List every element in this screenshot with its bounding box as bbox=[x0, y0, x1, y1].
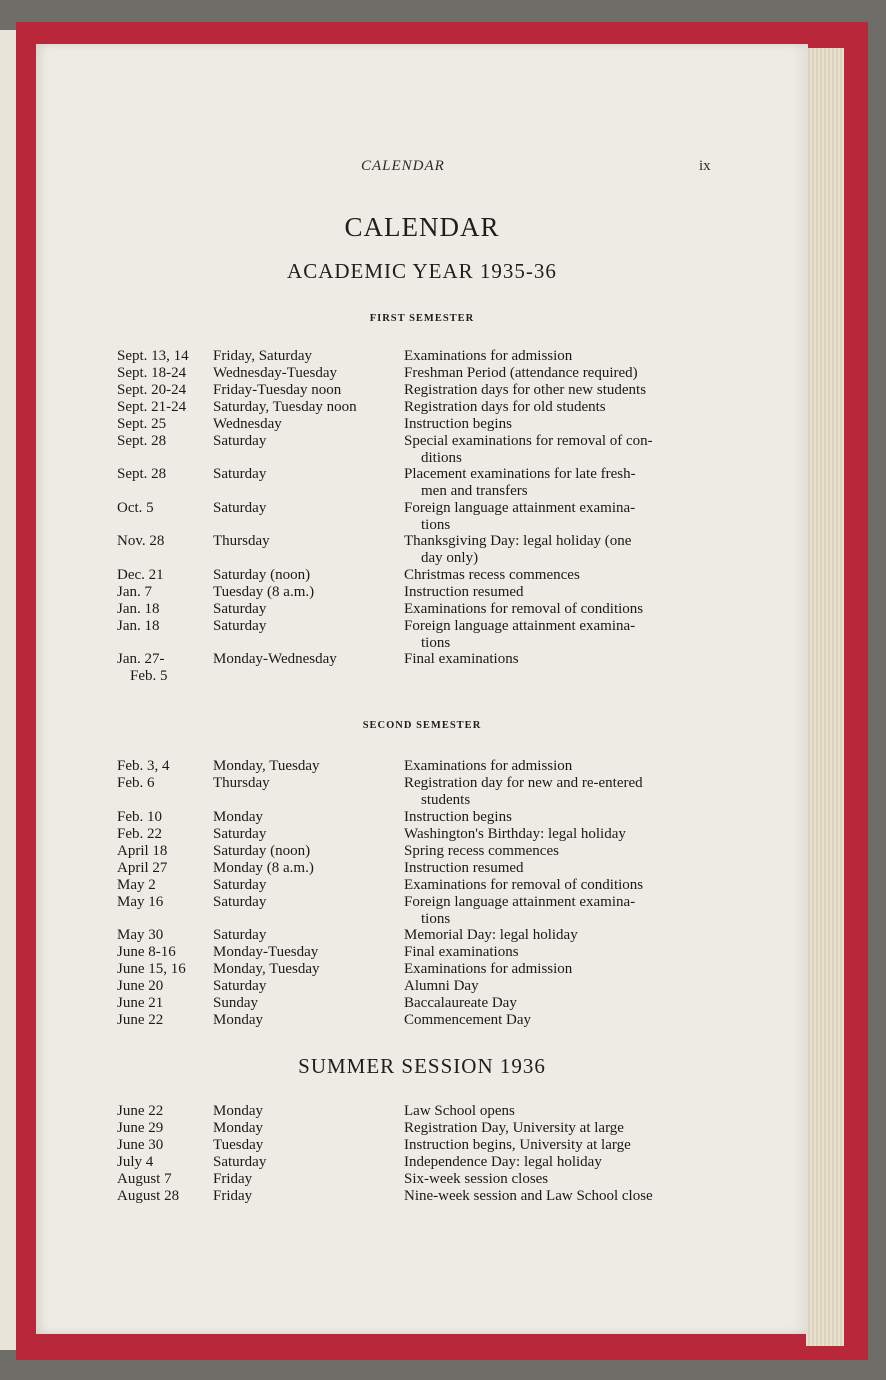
date-text: Jan. 18 bbox=[117, 618, 160, 634]
calendar-row bbox=[36, 500, 808, 533]
calendar-row bbox=[36, 651, 808, 685]
book-page bbox=[36, 44, 808, 1334]
event-cell bbox=[404, 433, 714, 466]
date-cell bbox=[117, 1103, 209, 1120]
date-cell bbox=[117, 978, 209, 995]
calendar-row bbox=[36, 877, 808, 894]
event-cell bbox=[404, 877, 714, 894]
date-text: Jan. 7 bbox=[117, 584, 152, 600]
event-text: Final examinations bbox=[404, 651, 519, 667]
date-text: Oct. 5 bbox=[117, 500, 154, 516]
date-cell bbox=[117, 927, 209, 944]
date-text: June 29 bbox=[117, 1120, 164, 1136]
date-text: June 8-16 bbox=[117, 944, 176, 960]
event-cell bbox=[404, 348, 714, 365]
event-text: Independence Day: legal holiday bbox=[404, 1154, 602, 1170]
date-cell bbox=[117, 365, 209, 382]
calendar-row bbox=[36, 758, 808, 775]
event-cell bbox=[404, 1120, 714, 1137]
date-cell bbox=[117, 466, 209, 483]
day-cell: Saturday bbox=[213, 894, 267, 910]
day-cell: Wednesday bbox=[213, 416, 282, 432]
calendar-row bbox=[36, 365, 808, 382]
day-cell: Saturday bbox=[213, 433, 267, 449]
second-semester-table bbox=[36, 758, 808, 1029]
event-cell bbox=[404, 1171, 714, 1188]
event-cell bbox=[404, 618, 714, 651]
summer-session-heading: SUMMER SESSION 1936 bbox=[298, 1054, 546, 1078]
date-text: June 15, 16 bbox=[117, 961, 186, 977]
event-continuation: tions bbox=[421, 634, 451, 651]
date-text: May 16 bbox=[117, 894, 164, 910]
calendar-row bbox=[36, 961, 808, 978]
date-cell bbox=[117, 809, 209, 826]
date-text: April 27 bbox=[117, 860, 168, 876]
event-cell bbox=[404, 927, 714, 944]
event-cell bbox=[404, 843, 714, 860]
event-continuation: men and transfers bbox=[421, 482, 528, 499]
date-cell bbox=[117, 758, 209, 775]
date-text: June 22 bbox=[117, 1103, 164, 1119]
date-cell bbox=[117, 961, 209, 978]
event-cell bbox=[404, 826, 714, 843]
event-text: Alumni Day bbox=[404, 978, 479, 994]
date-cell bbox=[117, 567, 209, 584]
date-cell bbox=[117, 894, 209, 911]
date-cell bbox=[117, 500, 209, 517]
calendar-row bbox=[36, 944, 808, 961]
event-cell bbox=[404, 601, 714, 618]
page-number: ix bbox=[699, 158, 711, 174]
calendar-row bbox=[36, 1137, 808, 1154]
day-cell: Monday, Tuesday bbox=[213, 961, 320, 977]
event-cell bbox=[404, 466, 714, 499]
event-text: Placement examinations for late fresh- bbox=[404, 466, 636, 482]
event-text: Examinations for admission bbox=[404, 758, 573, 774]
event-text: Examinations for admission bbox=[404, 961, 573, 977]
event-text: Examinations for removal of conditions bbox=[404, 601, 644, 617]
calendar-row bbox=[36, 843, 808, 860]
event-cell bbox=[404, 1154, 714, 1171]
calendar-row bbox=[36, 601, 808, 618]
date-text: April 18 bbox=[117, 843, 168, 859]
calendar-row bbox=[36, 567, 808, 584]
event-text: Special examinations for removal of con- bbox=[404, 433, 653, 449]
event-text: Instruction begins bbox=[404, 809, 512, 825]
calendar-row bbox=[36, 416, 808, 433]
date-text: Sept. 13, 14 bbox=[117, 348, 189, 364]
calendar-row bbox=[36, 1120, 808, 1137]
event-text: Foreign language attainment examina- bbox=[404, 618, 636, 634]
date-text: August 28 bbox=[117, 1188, 180, 1204]
event-text: Instruction resumed bbox=[404, 860, 524, 876]
date-cell bbox=[117, 584, 209, 601]
event-cell bbox=[404, 1137, 714, 1154]
date-cell bbox=[117, 843, 209, 860]
event-text: Washington's Birthday: legal holiday bbox=[404, 826, 626, 842]
calendar-row bbox=[36, 382, 808, 399]
date-cell bbox=[117, 1137, 209, 1154]
day-cell: Friday bbox=[213, 1171, 253, 1187]
calendar-row bbox=[36, 433, 808, 466]
event-cell bbox=[404, 809, 714, 826]
date-text: July 4 bbox=[117, 1154, 154, 1170]
date-cell bbox=[117, 1171, 209, 1188]
day-cell: Saturday bbox=[213, 1154, 267, 1170]
day-cell: Tuesday bbox=[213, 1137, 264, 1153]
day-cell: Saturday bbox=[213, 978, 267, 994]
date-text: Feb. 6 bbox=[117, 775, 155, 791]
event-text: Registration day for new and re-entered bbox=[404, 775, 643, 791]
event-text: Instruction begins, University at large bbox=[404, 1137, 631, 1153]
date-text: Nov. 28 bbox=[117, 533, 165, 549]
event-cell bbox=[404, 961, 714, 978]
event-cell bbox=[404, 775, 714, 808]
calendar-row bbox=[36, 860, 808, 877]
event-text: Commencement Day bbox=[404, 1012, 532, 1028]
event-text: Instruction resumed bbox=[404, 584, 524, 600]
day-cell: Saturday bbox=[213, 826, 267, 842]
date-text: Sept. 20-24 bbox=[117, 382, 187, 398]
summer-session-table bbox=[36, 1103, 808, 1205]
first-semester-table bbox=[36, 348, 808, 685]
date-text: Feb. 3, 4 bbox=[117, 758, 170, 774]
date-cell bbox=[117, 944, 209, 961]
calendar-row bbox=[36, 978, 808, 995]
date-cell bbox=[117, 1012, 209, 1029]
calendar-row bbox=[36, 1154, 808, 1171]
date-cell bbox=[117, 651, 209, 684]
event-continuation: students bbox=[421, 791, 471, 808]
day-cell: Saturday bbox=[213, 877, 267, 893]
event-cell bbox=[404, 584, 714, 601]
page-stack-edge bbox=[806, 48, 844, 1346]
date-cell bbox=[117, 877, 209, 894]
academic-year-heading: ACADEMIC YEAR 1935-36 bbox=[287, 259, 557, 283]
day-cell: Monday (8 a.m.) bbox=[213, 860, 314, 876]
event-text: Baccalaureate Day bbox=[404, 995, 517, 1011]
date-cell bbox=[117, 533, 209, 550]
event-text: Examinations for admission bbox=[404, 348, 573, 364]
event-text: Law School opens bbox=[404, 1103, 515, 1119]
day-cell: Thursday bbox=[213, 533, 270, 549]
day-cell: Saturday bbox=[213, 601, 267, 617]
date-text: Jan. 18 bbox=[117, 601, 160, 617]
calendar-row bbox=[36, 348, 808, 365]
date-cell bbox=[117, 1154, 209, 1171]
day-cell: Saturday bbox=[213, 466, 267, 482]
date-text: Sept. 28 bbox=[117, 466, 167, 482]
date-cell bbox=[117, 416, 209, 433]
day-cell: Friday, Saturday bbox=[213, 348, 313, 364]
date-text: Sept. 18-24 bbox=[117, 365, 187, 381]
day-cell: Wednesday-Tuesday bbox=[213, 365, 338, 381]
date-cell bbox=[117, 399, 209, 416]
event-text: Examinations for removal of conditions bbox=[404, 877, 644, 893]
calendar-row bbox=[36, 826, 808, 843]
day-cell: Thursday bbox=[213, 775, 270, 791]
date-text: Feb. 22 bbox=[117, 826, 162, 842]
event-cell bbox=[404, 978, 714, 995]
date-text: Sept. 28 bbox=[117, 433, 167, 449]
event-continuation: ditions bbox=[421, 449, 462, 466]
event-text: Foreign language attainment examina- bbox=[404, 894, 636, 910]
day-cell: Monday-Tuesday bbox=[213, 944, 319, 960]
day-cell: Saturday (noon) bbox=[213, 567, 311, 583]
calendar-row bbox=[36, 927, 808, 944]
event-cell bbox=[404, 1103, 714, 1120]
event-cell bbox=[404, 1012, 714, 1029]
day-cell: Monday bbox=[213, 1103, 263, 1119]
event-cell bbox=[404, 382, 714, 399]
date-text: Dec. 21 bbox=[117, 567, 164, 583]
event-cell bbox=[404, 944, 714, 961]
calendar-row bbox=[36, 533, 808, 567]
date-cell bbox=[117, 601, 209, 618]
day-cell: Monday bbox=[213, 1012, 263, 1028]
day-cell: Saturday (noon) bbox=[213, 843, 311, 859]
calendar-row bbox=[36, 1103, 808, 1120]
date-text: June 21 bbox=[117, 995, 164, 1011]
calendar-row bbox=[36, 1188, 808, 1205]
calendar-row bbox=[36, 809, 808, 826]
date-text: August 7 bbox=[117, 1171, 172, 1187]
date-text: Jan. 27- bbox=[117, 651, 165, 667]
calendar-row bbox=[36, 1012, 808, 1029]
day-cell: Saturday bbox=[213, 618, 267, 634]
calendar-row bbox=[36, 466, 808, 500]
date-cell bbox=[117, 1188, 209, 1205]
calendar-row bbox=[36, 618, 808, 651]
event-text: Instruction begins bbox=[404, 416, 512, 432]
event-cell bbox=[404, 651, 714, 668]
event-cell bbox=[404, 995, 714, 1012]
event-cell bbox=[404, 860, 714, 877]
event-text: Spring recess commences bbox=[404, 843, 559, 859]
event-cell bbox=[404, 533, 714, 566]
day-cell: Friday-Tuesday noon bbox=[213, 382, 342, 398]
day-cell: Monday bbox=[213, 809, 263, 825]
day-cell: Monday bbox=[213, 1120, 263, 1136]
date-cell bbox=[117, 995, 209, 1012]
running-title: CALENDAR bbox=[361, 158, 445, 174]
event-text: Registration days for other new students bbox=[404, 382, 647, 398]
date-cell bbox=[117, 433, 209, 450]
event-text: Foreign language attainment examina- bbox=[404, 500, 636, 516]
day-cell: Tuesday (8 a.m.) bbox=[213, 584, 315, 600]
event-text: Christmas recess commences bbox=[404, 567, 580, 583]
event-cell bbox=[404, 567, 714, 584]
date-cell bbox=[117, 618, 209, 635]
date-text: Sept. 21-24 bbox=[117, 399, 187, 415]
day-cell: Saturday bbox=[213, 500, 267, 516]
running-header bbox=[36, 158, 808, 180]
date-cell bbox=[117, 382, 209, 399]
page-title: CALENDAR bbox=[344, 212, 500, 242]
date-cell bbox=[117, 348, 209, 365]
event-cell bbox=[404, 365, 714, 382]
event-cell bbox=[404, 894, 714, 927]
event-continuation: day only) bbox=[421, 549, 479, 566]
date-continuation: Feb. 5 bbox=[130, 667, 168, 684]
date-cell bbox=[117, 826, 209, 843]
event-text: Registration days for old students bbox=[404, 399, 606, 415]
event-text: Registration Day, University at large bbox=[404, 1120, 624, 1136]
date-text: May 2 bbox=[117, 877, 156, 893]
second-semester-heading: SECOND SEMESTER bbox=[362, 720, 482, 731]
calendar-row bbox=[36, 1171, 808, 1188]
date-cell bbox=[117, 775, 209, 792]
day-cell: Saturday, Tuesday noon bbox=[213, 399, 357, 415]
date-text: Sept. 25 bbox=[117, 416, 167, 432]
day-cell: Saturday bbox=[213, 927, 267, 943]
event-continuation: tions bbox=[421, 910, 451, 927]
event-continuation: tions bbox=[421, 516, 451, 533]
calendar-row bbox=[36, 775, 808, 809]
event-text: Thanksgiving Day: legal holiday (one bbox=[404, 533, 632, 549]
date-cell bbox=[117, 860, 209, 877]
event-cell bbox=[404, 399, 714, 416]
event-text: Freshman Period (attendance required) bbox=[404, 365, 638, 381]
date-text: June 22 bbox=[117, 1012, 164, 1028]
day-cell: Sunday bbox=[213, 995, 258, 1011]
event-text: Six-week session closes bbox=[404, 1171, 549, 1187]
date-cell bbox=[117, 1120, 209, 1137]
first-semester-heading: FIRST SEMESTER bbox=[369, 313, 475, 324]
date-text: May 30 bbox=[117, 927, 164, 943]
event-cell bbox=[404, 416, 714, 433]
calendar-row bbox=[36, 399, 808, 416]
event-text: Memorial Day: legal holiday bbox=[404, 927, 578, 943]
event-text: Nine-week session and Law School close bbox=[404, 1188, 653, 1204]
day-cell: Friday bbox=[213, 1188, 253, 1204]
calendar-row bbox=[36, 995, 808, 1012]
event-text: Final examinations bbox=[404, 944, 519, 960]
date-text: June 20 bbox=[117, 978, 164, 994]
event-cell bbox=[404, 1188, 714, 1205]
calendar-row bbox=[36, 894, 808, 927]
event-cell bbox=[404, 500, 714, 533]
date-text: Feb. 10 bbox=[117, 809, 162, 825]
date-text: June 30 bbox=[117, 1137, 164, 1153]
day-cell: Monday-Wednesday bbox=[213, 651, 337, 667]
event-cell bbox=[404, 758, 714, 775]
calendar-row bbox=[36, 584, 808, 601]
day-cell: Monday, Tuesday bbox=[213, 758, 320, 774]
